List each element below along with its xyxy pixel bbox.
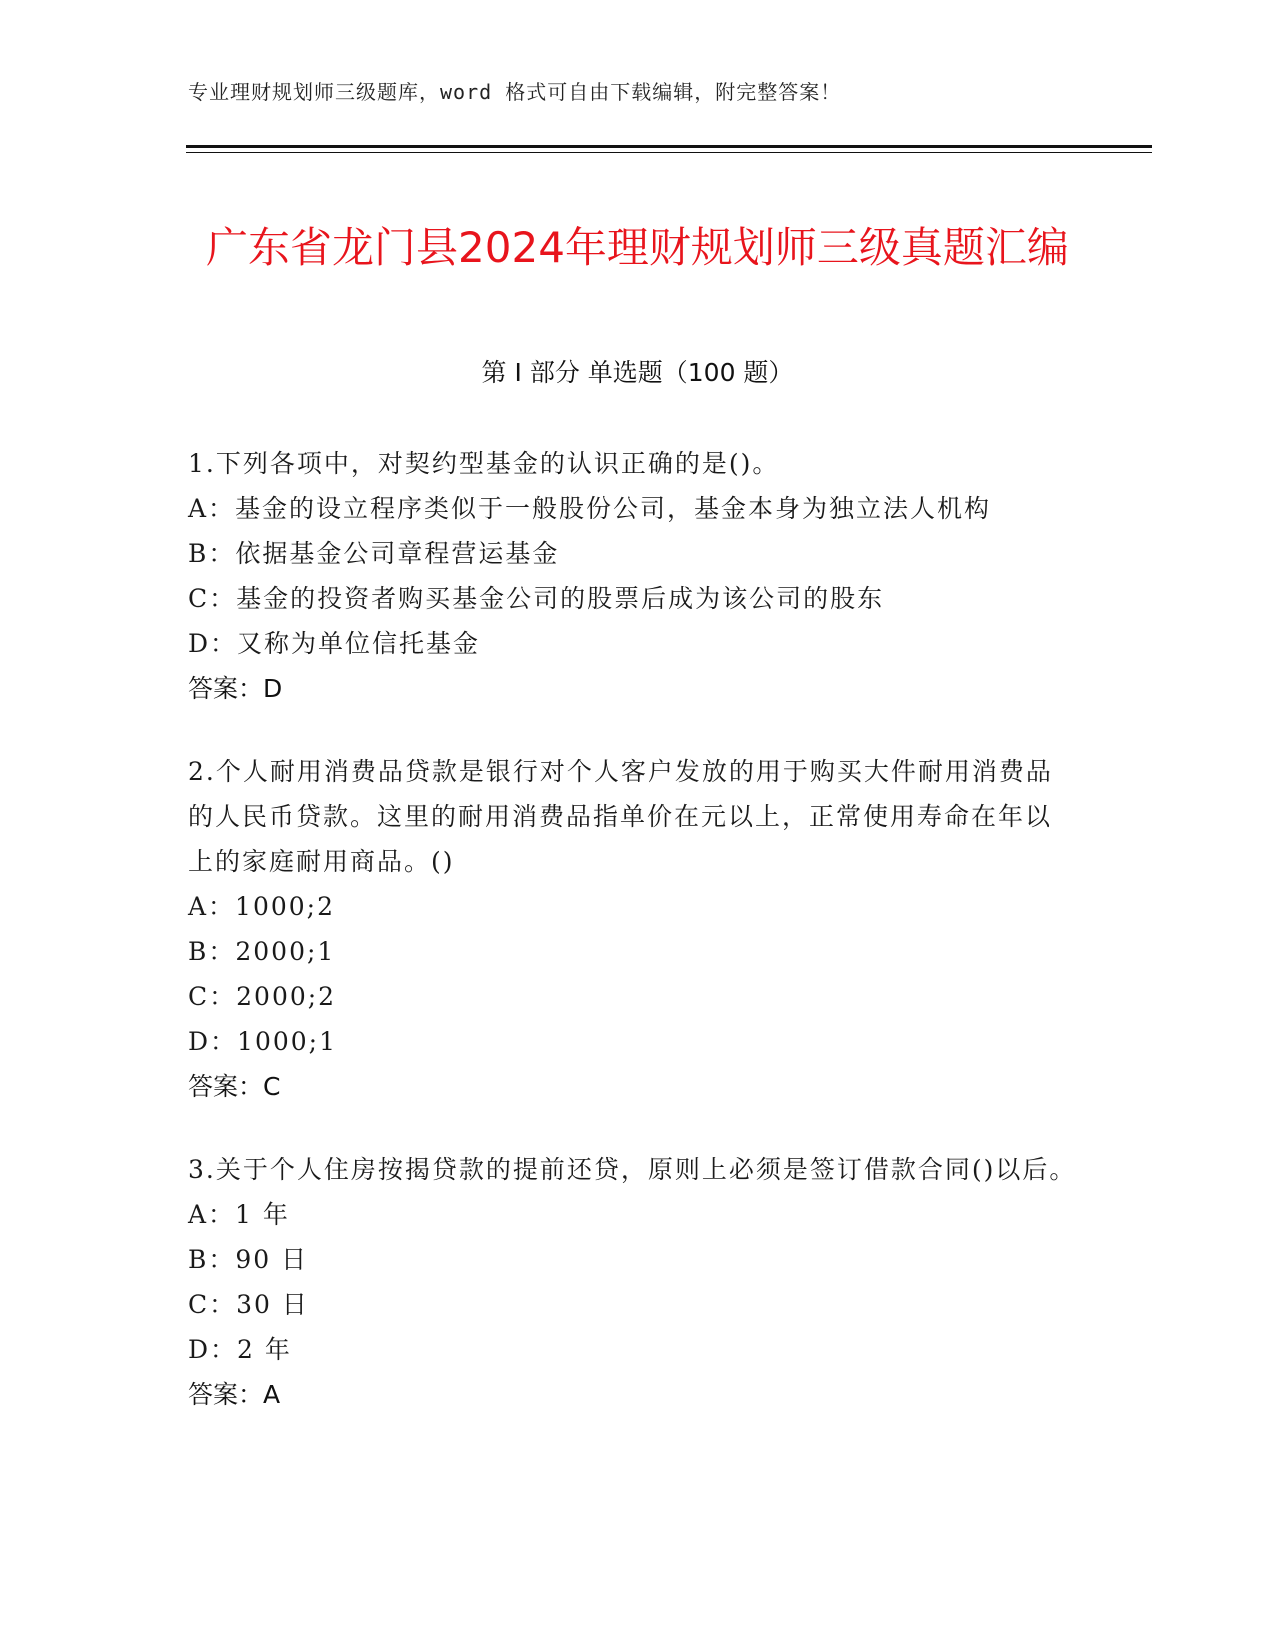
option-d: D：1000;1 [188, 1027, 337, 1056]
document-title: 广东省龙门县2024年理财规划师三级真题汇编 [206, 223, 1069, 273]
question-list [188, 441, 1078, 1455]
option-a: A：1000;2 [188, 892, 336, 921]
option-d: D：又称为单位信托基金 [188, 629, 481, 658]
option-a: A：基金的设立程序类似于一般股份公司，基金本身为独立法人机构 [188, 494, 992, 523]
option-c: C：基金的投资者购买基金公司的股票后成为该公司的股东 [188, 584, 885, 613]
option-b: B：90 日 [188, 1245, 309, 1274]
option-b: B：2000;1 [188, 937, 336, 966]
header-divider-thick [186, 145, 1152, 148]
question-1 [188, 441, 1078, 711]
question-stem: 1.下列各项中，对契约型基金的认识正确的是()。 [188, 449, 780, 478]
option-c: C：2000;2 [188, 982, 337, 1011]
section-title: 第 I 部分 单选题（100 题） [481, 358, 794, 387]
answer: 答案：C [188, 1072, 281, 1101]
question-stem: 3.关于个人住房按揭贷款的提前还贷，原则上必须是签订借款合同()以后。 [188, 1155, 1077, 1184]
option-b: B：依据基金公司章程营运基金 [188, 539, 560, 568]
question-stem: 2.个人耐用消费品贷款是银行对个人客户发放的用于购买大件耐用消费品的人民币贷款。这里的耐用消费品指单价在元以上，正常使用寿命在年以上的家庭耐用商品。() [188, 757, 1053, 876]
header-divider-thin [186, 152, 1152, 153]
option-a: A：1 年 [188, 1200, 290, 1229]
answer: 答案：D [188, 674, 283, 703]
question-3 [188, 1147, 1078, 1417]
answer: 答案：A [188, 1380, 281, 1409]
question-2 [188, 749, 1078, 1109]
option-d: D：2 年 [188, 1335, 292, 1364]
header-note: 专业理财规划师三级题库，word 格式可自由下载编辑，附完整答案！ [188, 80, 842, 104]
option-c: C：30 日 [188, 1290, 309, 1319]
